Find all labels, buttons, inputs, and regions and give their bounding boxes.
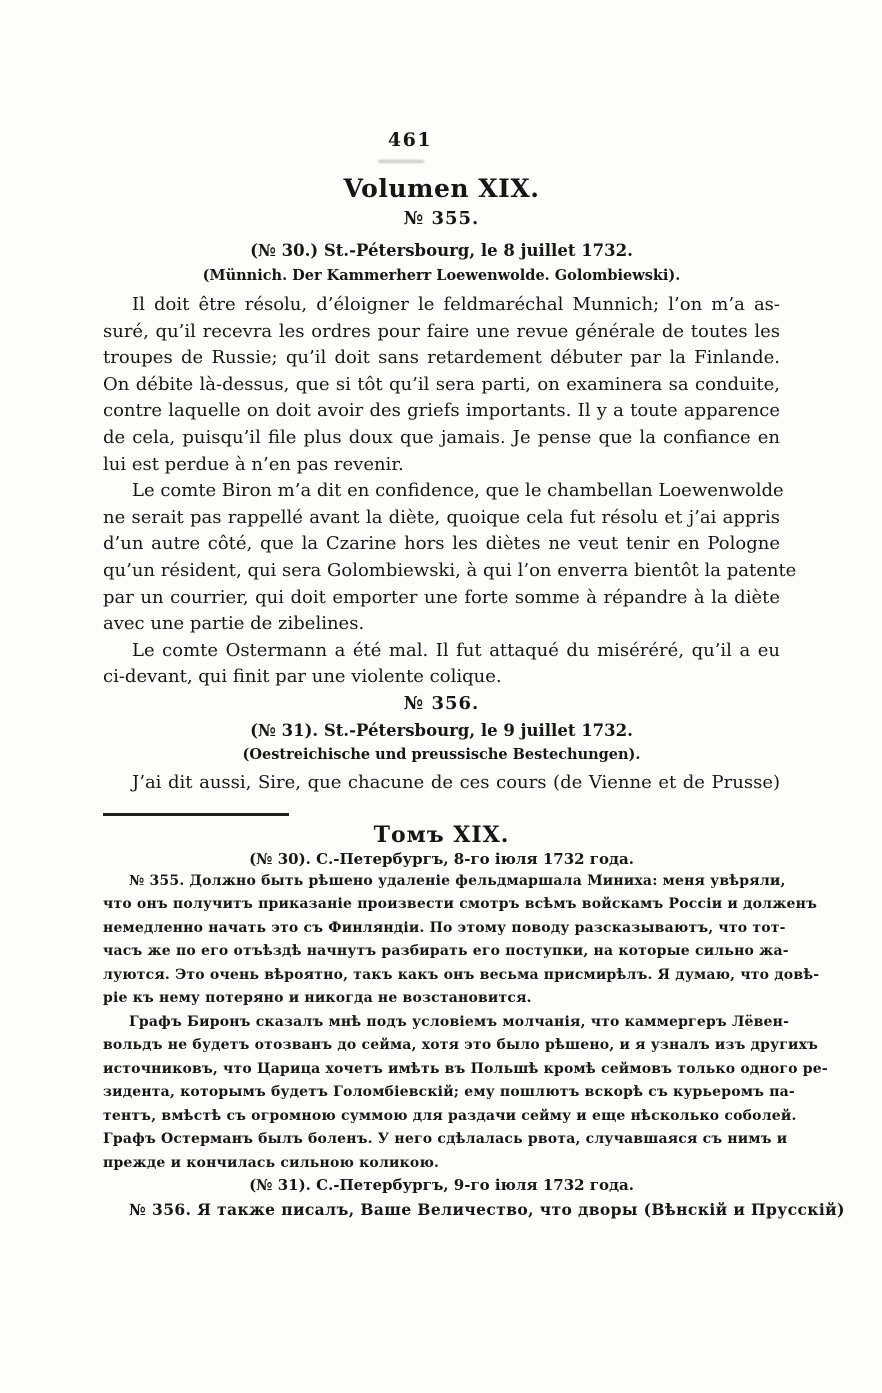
text-line: Графъ Биронъ сказалъ мнѣ подъ условіемъ молчанія, что каммергеръ Лёвен- — [129, 1013, 790, 1030]
text-line: Le comte Biron m’a dit en confidence, que le chambellan Loewenwolde — [132, 480, 784, 502]
doc-356-russian-body — [103, 1198, 845, 1222]
page-content — [103, 174, 845, 1222]
doc-356-dateline: (№ 31). St.-Pétersbourg, le 9 juillet 1732. — [250, 720, 633, 740]
text-line: № 355. Должно быть рѣшено удаленіе фельдмаршала Миниха: меня увѣряли, — [129, 872, 786, 889]
text-line: par un courrier, qui doit emporter une forte somme à répandre à la diète — [103, 586, 780, 608]
doc-355-french-body — [103, 292, 797, 691]
doc-355-russian-body — [103, 870, 828, 1176]
russian-paragraph — [103, 1011, 828, 1176]
section-divider-rule — [103, 813, 289, 816]
doc-356-russian-dateline: (№ 31). С.-Петербургъ, 9-го іюля 1732 года. — [249, 1176, 634, 1195]
text-line: луются. Это очень вѣроятно, такъ какъ онъ весьма присмирѣлъ. Я думаю, что довѣ- — [103, 966, 820, 983]
doc-355-russian-dateline: (№ 30). С.-Петербургъ, 8-го іюля 1732 года. — [249, 849, 634, 868]
text-line: J’ai dit aussi, Sire, que chacune de ces cours (de Vienne et de Prusse) — [132, 771, 780, 793]
doc-356-french-body — [103, 769, 780, 796]
text-line: avec une partie de zibelines. — [103, 613, 365, 635]
volume-title-french: Volumen XIX. — [343, 174, 540, 203]
text-line: lui est perdue à n’en pas revenir. — [103, 453, 404, 475]
text-line: ne serait pas rappellé avant la diète, quoique cela fut résolu et j’ai appris — [103, 506, 780, 528]
text-line: № 356. Я также писалъ, Ваше Величество, что дворы (Вѣнскій и Прусскій) — [129, 1200, 845, 1220]
text-line: Le comte Ostermann a été mal. Il fut attaqué du miséréré, qu’il a eu — [132, 639, 780, 661]
text-line: тентъ, вмѣстѣ съ огромною суммою для раздачи сейму и еще нѣсколько соболей. — [103, 1107, 797, 1124]
text-line: что онъ получитъ приказаніе произвести смотръ всѣмъ войскамъ Россіи и долженъ — [103, 896, 818, 913]
text-line: Графъ Остерманъ былъ боленъ. У него сдѣлалась рвота, случавшаяся съ нимъ и — [103, 1131, 788, 1148]
text-line: suré, qu’il recevra les ordres pour faire une revue générale de toutes les — [103, 320, 780, 342]
french-paragraph — [103, 292, 780, 478]
russian-paragraph — [103, 870, 820, 1011]
text-line: ріе къ нему потеряно и никогда не возстановится. — [103, 990, 532, 1007]
doc-355-dateline: (№ 30.) St.-Pétersbourg, le 8 juillet 1732. — [250, 241, 633, 260]
text-line: contre laquelle on doit avoir des griefs importants. Il y a toute apparence — [103, 400, 780, 422]
text-line: источниковъ, что Царица хочетъ имѣть въ Польшѣ кромѣ сеймовъ только одного ре- — [103, 1060, 828, 1077]
page-number: 461 — [387, 129, 433, 151]
doc-356-subject-line: (Oestreichische und preussische Bestechungen). — [242, 745, 641, 763]
text-line: вольдъ не будетъ отозванъ до сейма, хотя это было рѣшено, и я узналъ изъ другихъ — [103, 1037, 819, 1054]
text-line: qu’un résident, qui sera Golombiewski, à qui l’on enverra bientôt la patente — [103, 559, 797, 581]
text-line: зидента, которымъ будетъ Голомбіевскій; ему пошлютъ вскорѣ съ курьеромъ па- — [103, 1084, 795, 1101]
text-line: On débite là-dessus, que si tôt qu’il sera parti, on examinera sa conduite, — [103, 373, 780, 395]
doc-355-subject-line: (Münnich. Der Kammerherr Loewenwolde. Golombiewski). — [202, 267, 681, 284]
text-line: прежде и кончилась сильною коликою. — [103, 1154, 440, 1171]
french-paragraph — [103, 478, 797, 638]
text-line: немедленно начать это съ Финляндіи. По этому поводу разсказываютъ, что тот- — [103, 919, 786, 936]
text-line: d’un autre côté, que la Czarine hors les diètes ne veut tenir en Pologne — [103, 533, 780, 555]
french-paragraph — [103, 638, 780, 691]
text-line: de cela, puisqu’il file plus doux que jamais. Je pense que la confiance en — [103, 426, 780, 448]
volume-title-russian: Томъ XIX. — [373, 821, 510, 848]
text-line: часъ же по его отъѣздѣ начнутъ разбирать его поступки, на которые сильно жа- — [103, 943, 789, 960]
doc-356-number-heading: № 356. — [403, 692, 480, 714]
text-line: ci-devant, qui finit par une violente colique. — [103, 666, 502, 688]
doc-355-number-heading: № 355. — [403, 208, 480, 229]
text-line: troupes de Russie; qu’il doit sans retardement débuter par la Finlande. — [103, 347, 780, 369]
text-line: Il doit être résolu, d’éloigner le feldmaréchal Munnich; l’on m’a as- — [132, 294, 780, 315]
scan-smudge-artifact — [378, 160, 424, 163]
